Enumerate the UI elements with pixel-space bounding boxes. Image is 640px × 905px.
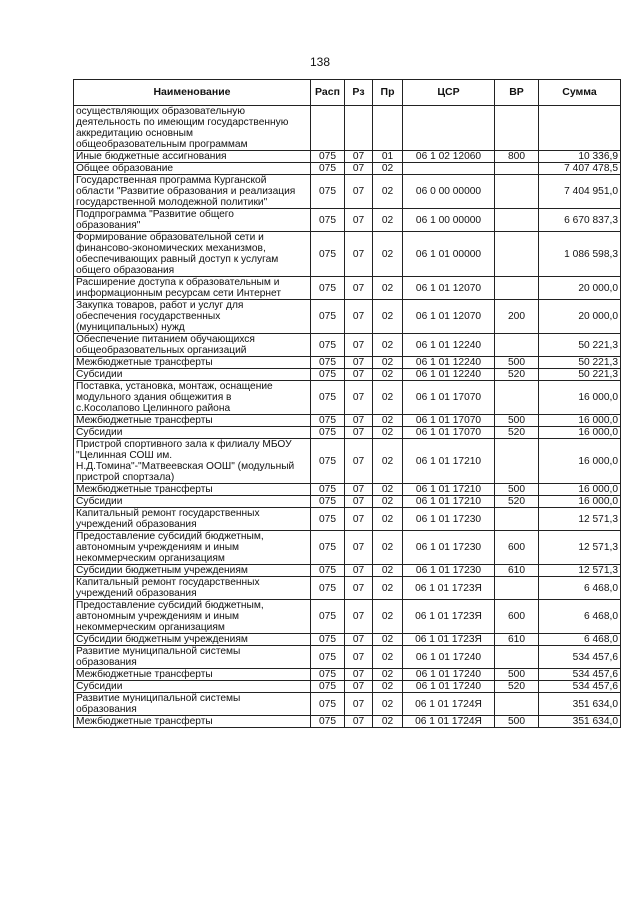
cell-pr: 02: [373, 646, 403, 669]
cell-pr: 02: [373, 357, 403, 369]
cell-rasp: 075: [311, 716, 345, 728]
cell-rasp: 075: [311, 531, 345, 565]
row-name-line: аккредитацию основным: [76, 128, 193, 139]
cell-sum: 534 457,6: [539, 681, 621, 693]
cell-sum: 12 571,3: [539, 508, 621, 531]
cell-pr: 02: [373, 277, 403, 300]
cell-sum: 6 468,0: [539, 634, 621, 646]
cell-vr: 500: [495, 357, 539, 369]
cell-vr: [495, 693, 539, 716]
row-name-line: Обеспечение питанием обучающихся: [76, 334, 255, 345]
row-name: [74, 334, 311, 357]
table-body: [74, 106, 621, 728]
page-number: 138: [309, 55, 331, 69]
table-row: [74, 531, 621, 565]
cell-pr: 02: [373, 577, 403, 600]
table-row: [74, 634, 621, 646]
row-name: [74, 496, 311, 508]
cell-rz: 07: [345, 209, 373, 232]
cell-pr: 01: [373, 151, 403, 163]
row-name-line: Капитальный ремонт государственных: [76, 577, 260, 588]
header-sum: Сумма: [539, 80, 621, 106]
row-name-line: Предоставление субсидий бюджетным,: [76, 600, 264, 611]
cell-sum: 6 468,0: [539, 600, 621, 634]
cell-rz: 07: [345, 508, 373, 531]
cell-rasp: 075: [311, 496, 345, 508]
row-name-line: с.Косолапово Целинного района: [76, 403, 231, 414]
row-name: [74, 300, 311, 334]
cell-vr: 520: [495, 369, 539, 381]
row-name: [74, 646, 311, 669]
table-row: [74, 334, 621, 357]
cell-csr: 06 1 01 12070: [403, 277, 495, 300]
row-name: [74, 681, 311, 693]
cell-sum: 50 221,3: [539, 357, 621, 369]
table-row: [74, 508, 621, 531]
cell-vr: [495, 232, 539, 277]
row-name-line: Субсидии бюджетным учреждениям: [76, 565, 248, 576]
cell-rasp: 075: [311, 334, 345, 357]
cell-rz: 07: [345, 163, 373, 175]
cell-sum: 16 000,0: [539, 415, 621, 427]
cell-vr: [495, 106, 539, 151]
row-name-line: Н.Д.Томина"-"Матвеевская ООШ" (модульный: [76, 461, 295, 472]
cell-pr: 02: [373, 634, 403, 646]
row-name: [74, 693, 311, 716]
row-name-line: некоммерческим организациям: [76, 622, 225, 633]
row-name: [74, 577, 311, 600]
row-name: [74, 175, 311, 209]
row-name-line: общего образования: [76, 265, 175, 276]
row-name: [74, 232, 311, 277]
cell-rasp: 075: [311, 439, 345, 484]
cell-sum: 10 336,9: [539, 151, 621, 163]
cell-rz: 07: [345, 232, 373, 277]
row-name: [74, 277, 311, 300]
table-row: [74, 565, 621, 577]
row-name: [74, 484, 311, 496]
cell-pr: 02: [373, 163, 403, 175]
row-name-line: Межбюджетные трансферты: [76, 415, 213, 426]
cell-vr: 520: [495, 427, 539, 439]
cell-vr: 600: [495, 531, 539, 565]
cell-rz: 07: [345, 577, 373, 600]
cell-pr: 02: [373, 369, 403, 381]
cell-rz: 07: [345, 415, 373, 427]
cell-sum: 1 086 598,3: [539, 232, 621, 277]
cell-pr: 02: [373, 415, 403, 427]
cell-sum: 351 634,0: [539, 693, 621, 716]
table-row: [74, 369, 621, 381]
cell-rz: 07: [345, 693, 373, 716]
table-row: [74, 427, 621, 439]
cell-rasp: 075: [311, 381, 345, 415]
cell-rz: 07: [345, 565, 373, 577]
cell-pr: [373, 106, 403, 151]
row-name-line: области "Развитие образования и реализация: [76, 186, 296, 197]
cell-pr: 02: [373, 484, 403, 496]
row-name-line: обеспечения государственных: [76, 311, 221, 322]
table-row: [74, 496, 621, 508]
cell-pr: 02: [373, 669, 403, 681]
cell-csr: 06 1 01 17070: [403, 427, 495, 439]
cell-pr: 02: [373, 381, 403, 415]
table-row: [74, 484, 621, 496]
cell-rasp: 075: [311, 427, 345, 439]
row-name: [74, 106, 311, 151]
cell-sum: 50 221,3: [539, 334, 621, 357]
cell-sum: 12 571,3: [539, 531, 621, 565]
cell-pr: 02: [373, 334, 403, 357]
row-name-line: образования: [76, 704, 137, 715]
cell-rz: 07: [345, 716, 373, 728]
cell-pr: 02: [373, 531, 403, 565]
table-row: [74, 577, 621, 600]
cell-sum: 16 000,0: [539, 381, 621, 415]
cell-rasp: 075: [311, 175, 345, 209]
row-name-line: Капитальный ремонт государственных: [76, 508, 260, 519]
row-name-line: Иные бюджетные ассигнования: [76, 151, 227, 162]
cell-vr: 500: [495, 716, 539, 728]
cell-rz: 07: [345, 669, 373, 681]
cell-csr: 06 1 01 00000: [403, 232, 495, 277]
cell-vr: 520: [495, 681, 539, 693]
header-csr: ЦСР: [403, 80, 495, 106]
cell-rasp: 075: [311, 357, 345, 369]
cell-csr: [403, 163, 495, 175]
table-row: [74, 415, 621, 427]
cell-rz: 07: [345, 357, 373, 369]
row-name-line: Межбюджетные трансферты: [76, 716, 213, 727]
header-pr: Пр: [373, 80, 403, 106]
row-name-line: Межбюджетные трансферты: [76, 669, 213, 680]
cell-sum: 6 670 837,3: [539, 209, 621, 232]
cell-vr: 800: [495, 151, 539, 163]
cell-pr: 02: [373, 232, 403, 277]
row-name-line: Предоставление субсидий бюджетным,: [76, 531, 264, 542]
cell-vr: 500: [495, 415, 539, 427]
row-name-line: Поставка, установка, монтаж, оснащение: [76, 381, 273, 392]
cell-rasp: 075: [311, 209, 345, 232]
row-name-line: образования": [76, 220, 141, 231]
row-name-line: осуществляющих образовательную: [76, 106, 245, 117]
header-rasp: Расп: [311, 80, 345, 106]
cell-rz: 07: [345, 681, 373, 693]
table-row: [74, 693, 621, 716]
table-row: [74, 357, 621, 369]
cell-sum: 534 457,6: [539, 646, 621, 669]
cell-csr: 06 1 02 12060: [403, 151, 495, 163]
cell-sum: 20 000,0: [539, 277, 621, 300]
cell-sum: 16 000,0: [539, 484, 621, 496]
row-name: [74, 531, 311, 565]
cell-csr: 06 1 01 17210: [403, 439, 495, 484]
row-name-line: Общее образование: [76, 163, 174, 174]
table-row: [74, 681, 621, 693]
cell-rz: 07: [345, 369, 373, 381]
row-name: [74, 634, 311, 646]
cell-rasp: 075: [311, 646, 345, 669]
cell-rasp: 075: [311, 577, 345, 600]
cell-csr: 06 1 01 1724Я: [403, 716, 495, 728]
row-name-line: Формирование образовательной сети и: [76, 232, 264, 243]
cell-csr: 06 1 01 12240: [403, 369, 495, 381]
row-name: [74, 716, 311, 728]
row-name-line: Пристрой спортивного зала к филиалу МБОУ: [76, 439, 292, 450]
cell-pr: 02: [373, 496, 403, 508]
cell-sum: 351 634,0: [539, 716, 621, 728]
cell-rz: 07: [345, 484, 373, 496]
cell-rz: 07: [345, 334, 373, 357]
row-name: [74, 369, 311, 381]
row-name: [74, 600, 311, 634]
cell-csr: 06 1 01 17230: [403, 565, 495, 577]
row-name-line: модульного здания общежития в: [76, 392, 232, 403]
cell-pr: 02: [373, 209, 403, 232]
cell-rz: 07: [345, 646, 373, 669]
cell-csr: 06 1 01 12240: [403, 334, 495, 357]
cell-pr: 02: [373, 508, 403, 531]
cell-rz: 07: [345, 531, 373, 565]
cell-rz: 07: [345, 151, 373, 163]
row-name-line: некоммерческим организациям: [76, 553, 225, 564]
table-header-row: [74, 80, 621, 106]
cell-vr: 500: [495, 484, 539, 496]
table-row: [74, 106, 621, 151]
row-name: [74, 151, 311, 163]
row-name-line: обеспечивающих равный доступ к услугам: [76, 254, 279, 265]
cell-vr: [495, 277, 539, 300]
cell-pr: 02: [373, 600, 403, 634]
cell-rasp: 075: [311, 669, 345, 681]
cell-sum: 7 404 951,0: [539, 175, 621, 209]
cell-csr: 06 1 01 1724Я: [403, 693, 495, 716]
row-name: [74, 508, 311, 531]
cell-csr: 06 1 01 1723Я: [403, 634, 495, 646]
cell-rasp: 075: [311, 484, 345, 496]
row-name: [74, 357, 311, 369]
cell-vr: 200: [495, 300, 539, 334]
cell-rasp: 075: [311, 634, 345, 646]
row-name: [74, 415, 311, 427]
cell-rasp: 075: [311, 232, 345, 277]
row-name-line: Расширение доступа к образовательным и: [76, 277, 280, 288]
cell-rz: 07: [345, 175, 373, 209]
row-name: [74, 669, 311, 681]
row-name-line: учреждений образования: [76, 588, 197, 599]
row-name-line: Развитие муниципальной системы: [76, 646, 241, 657]
cell-vr: [495, 334, 539, 357]
cell-pr: 02: [373, 716, 403, 728]
cell-rz: [345, 106, 373, 151]
cell-csr: 06 0 00 00000: [403, 175, 495, 209]
table-row: [74, 209, 621, 232]
cell-sum: 534 457,6: [539, 669, 621, 681]
row-name-line: (муниципальных) нужд: [76, 322, 185, 333]
cell-rasp: 075: [311, 508, 345, 531]
row-name-line: образования: [76, 657, 137, 668]
cell-rasp: 075: [311, 681, 345, 693]
cell-sum: 50 221,3: [539, 369, 621, 381]
cell-rasp: 075: [311, 600, 345, 634]
cell-rasp: 075: [311, 369, 345, 381]
cell-rasp: 075: [311, 163, 345, 175]
row-name-line: Государственная программа Курганской: [76, 175, 267, 186]
table-row: [74, 600, 621, 634]
cell-rz: 07: [345, 600, 373, 634]
cell-pr: 02: [373, 175, 403, 209]
row-name: [74, 163, 311, 175]
row-name-line: Закупка товаров, работ и услуг для: [76, 300, 244, 311]
row-name-line: Субсидии бюджетным учреждениям: [76, 634, 248, 645]
table-row: [74, 175, 621, 209]
cell-csr: 06 1 01 1723Я: [403, 577, 495, 600]
cell-rasp: 075: [311, 277, 345, 300]
cell-rz: 07: [345, 300, 373, 334]
row-name-line: Подпрограмма "Развитие общего: [76, 209, 234, 220]
cell-csr: 06 1 01 17230: [403, 531, 495, 565]
row-name-line: деятельность по имеющим государственную: [76, 117, 289, 128]
cell-rz: 07: [345, 439, 373, 484]
cell-vr: 500: [495, 669, 539, 681]
row-name-line: общеобразовательных организаций: [76, 345, 247, 356]
cell-vr: [495, 577, 539, 600]
cell-csr: 06 1 00 00000: [403, 209, 495, 232]
cell-csr: 06 1 01 17240: [403, 681, 495, 693]
cell-csr: 06 1 01 17070: [403, 381, 495, 415]
row-name: [74, 381, 311, 415]
cell-rz: 07: [345, 277, 373, 300]
cell-sum: 7 407 478,5: [539, 163, 621, 175]
row-name-line: финансово-экономических механизмов,: [76, 243, 266, 254]
table-row: [74, 151, 621, 163]
cell-rz: 07: [345, 381, 373, 415]
cell-csr: 06 1 01 12240: [403, 357, 495, 369]
cell-vr: 600: [495, 600, 539, 634]
cell-rz: 07: [345, 634, 373, 646]
row-name: [74, 439, 311, 484]
header-rz: Рз: [345, 80, 373, 106]
row-name-line: Развитие муниципальной системы: [76, 693, 241, 704]
row-name-line: Субсидии: [76, 496, 123, 507]
cell-vr: [495, 175, 539, 209]
row-name: [74, 427, 311, 439]
table-row: [74, 277, 621, 300]
table-row: [74, 300, 621, 334]
row-name: [74, 565, 311, 577]
cell-vr: [495, 646, 539, 669]
cell-rasp: 075: [311, 300, 345, 334]
cell-vr: 610: [495, 634, 539, 646]
cell-rasp: 075: [311, 693, 345, 716]
cell-pr: 02: [373, 565, 403, 577]
cell-pr: 02: [373, 439, 403, 484]
table-row: [74, 669, 621, 681]
row-name-line: Субсидии: [76, 369, 123, 380]
row-name-line: государственной молодежной политики": [76, 197, 268, 208]
cell-vr: [495, 508, 539, 531]
cell-vr: [495, 209, 539, 232]
cell-sum: 16 000,0: [539, 496, 621, 508]
cell-csr: 06 1 01 12070: [403, 300, 495, 334]
table-row: [74, 716, 621, 728]
row-name-line: Межбюджетные трансферты: [76, 357, 213, 368]
cell-csr: [403, 106, 495, 151]
cell-rasp: [311, 106, 345, 151]
row-name-line: пристрой спортзала): [76, 472, 175, 483]
cell-rasp: 075: [311, 151, 345, 163]
row-name-line: автономным учреждениям и иным: [76, 542, 240, 553]
cell-csr: 06 1 01 17240: [403, 646, 495, 669]
cell-rasp: 075: [311, 415, 345, 427]
cell-vr: [495, 163, 539, 175]
cell-csr: 06 1 01 1723Я: [403, 600, 495, 634]
cell-sum: [539, 106, 621, 151]
cell-csr: 06 1 01 17070: [403, 415, 495, 427]
cell-pr: 02: [373, 681, 403, 693]
row-name-line: Субсидии: [76, 427, 123, 438]
cell-sum: 20 000,0: [539, 300, 621, 334]
cell-pr: 02: [373, 300, 403, 334]
row-name-line: общеобразовательным программам: [76, 139, 248, 150]
row-name-line: Межбюджетные трансферты: [76, 484, 213, 495]
cell-rasp: 075: [311, 565, 345, 577]
cell-sum: 16 000,0: [539, 427, 621, 439]
cell-pr: 02: [373, 427, 403, 439]
table-row: [74, 381, 621, 415]
cell-csr: 06 1 01 17210: [403, 496, 495, 508]
table-row: [74, 646, 621, 669]
cell-vr: 610: [495, 565, 539, 577]
cell-vr: [495, 381, 539, 415]
budget-table: [73, 79, 621, 728]
cell-csr: 06 1 01 17240: [403, 669, 495, 681]
cell-sum: 6 468,0: [539, 577, 621, 600]
header-vr: ВР: [495, 80, 539, 106]
row-name-line: информационным ресурсам сети Интернет: [76, 288, 282, 299]
cell-rz: 07: [345, 496, 373, 508]
cell-csr: 06 1 01 17210: [403, 484, 495, 496]
row-name-line: "Целинная СОШ им.: [76, 450, 173, 461]
table-row: [74, 439, 621, 484]
cell-vr: [495, 439, 539, 484]
row-name-line: учреждений образования: [76, 519, 197, 530]
cell-pr: 02: [373, 693, 403, 716]
table-row: [74, 232, 621, 277]
cell-sum: 16 000,0: [539, 439, 621, 484]
cell-csr: 06 1 01 17230: [403, 508, 495, 531]
table-row: [74, 163, 621, 175]
cell-rz: 07: [345, 427, 373, 439]
row-name: [74, 209, 311, 232]
cell-vr: 520: [495, 496, 539, 508]
cell-sum: 12 571,3: [539, 565, 621, 577]
row-name-line: Субсидии: [76, 681, 123, 692]
row-name-line: автономным учреждениям и иным: [76, 611, 240, 622]
header-name: Наименование: [74, 80, 311, 106]
